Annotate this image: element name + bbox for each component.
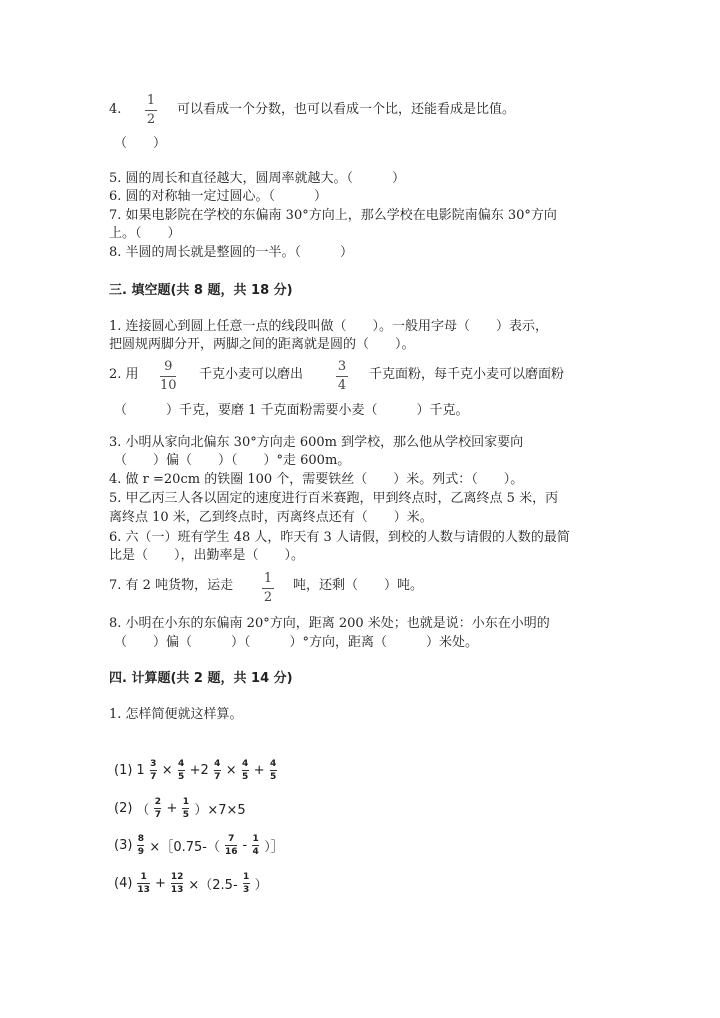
fraction: 4 5 bbox=[242, 758, 249, 782]
judge-q7-line2: 上。（ ） bbox=[109, 226, 181, 241]
fill-q2-prefix: 2. 用 bbox=[109, 367, 139, 382]
judge-q4-text: 可以看成一个分数，也可以看成一个比，还能看成是比值。 bbox=[177, 102, 516, 117]
fraction-numerator: 9 bbox=[164, 359, 173, 374]
fraction: 4 5 bbox=[177, 758, 185, 782]
fill-q5-line1: 5. 甲乙丙三人各以固定的速度进行百米赛跑，甲到终点时，乙离终点 5 米，丙 bbox=[109, 491, 559, 506]
fraction: 2 7 bbox=[154, 796, 162, 820]
problem-label: (3) bbox=[114, 837, 133, 853]
operator: +2 bbox=[189, 762, 209, 778]
operator: × bbox=[225, 762, 237, 778]
operator: + bbox=[253, 762, 265, 778]
fraction: 1 3 bbox=[243, 871, 250, 895]
expression-rest: ）］ bbox=[264, 839, 284, 855]
calc-intro: 1. 怎样简便就这样算。 bbox=[109, 707, 243, 722]
section-heading-fill: 三. 填空题(共 8 题，共 18 分) bbox=[109, 283, 293, 298]
fraction-denominator: 4 bbox=[337, 378, 347, 393]
fraction: 1 5 bbox=[182, 796, 189, 820]
fill-q1-line2: 把圆规两脚分开，两脚之间的距离就是圆的（ ）。 bbox=[109, 337, 415, 352]
fraction-denominator: 2 bbox=[146, 112, 156, 127]
calc-problem-3 bbox=[112, 830, 286, 860]
fill-q6-line1: 6. 六（一）班有学生 48 人，昨天有 3 人请假，到校的人数与请假的人数的最简 bbox=[109, 530, 570, 545]
judge-q4-number: 4. bbox=[109, 102, 122, 117]
fill-q8-line1: 8. 小明在小东的东偏南 20°方向，距离 200 米处；也就是说：小东在小明的 bbox=[109, 616, 550, 631]
judge-q6: 6. 圆的对称轴一定过圆心。（ ） bbox=[109, 189, 328, 204]
fraction: 1 4 bbox=[252, 833, 259, 857]
problem-label: (1) bbox=[114, 762, 133, 778]
operator: × bbox=[161, 762, 173, 778]
whole-number: 1 bbox=[136, 762, 145, 778]
fill-q2-fraction-1 bbox=[160, 360, 177, 393]
calc-problem-1 bbox=[112, 755, 280, 785]
judge-q7-line1: 7. 如果电影院在学校的东偏南 30°方向上，那么学校在电影院南偏东 30°方向 bbox=[109, 208, 557, 223]
fill-q3-line1: 3. 小明从家向北偏东 30°方向走 600m 到学校，那么他从学校回家要向 bbox=[109, 435, 524, 450]
judge-q4-fraction bbox=[145, 94, 157, 127]
fill-q2-line2: （ ）千克，要磨 1 千克面粉需要小麦（ ）千克。 bbox=[114, 403, 469, 418]
fill-q7-suffix: 吨，还剩（ ）吨。 bbox=[293, 578, 424, 593]
fraction-numerator: 1 bbox=[146, 93, 156, 108]
fraction: 3 7 bbox=[150, 758, 157, 782]
fraction: 4 7 bbox=[214, 758, 221, 782]
problem-label: (2) bbox=[114, 800, 133, 816]
fraction-denominator: 2 bbox=[263, 590, 273, 605]
fraction: 12 13 bbox=[170, 871, 184, 895]
fraction: 4 5 bbox=[269, 758, 277, 782]
judge-q4-answer-paren[interactable]: （ ） bbox=[114, 136, 167, 151]
fill-q5-line2: 离终点 10 米，乙到终点时，丙离终点还有（ ）米。 bbox=[109, 510, 433, 525]
calc-problem-4 bbox=[112, 868, 270, 898]
judge-q8: 8. 半圆的周长就是整圆的一半。（ ） bbox=[109, 245, 354, 260]
fraction-denominator: 10 bbox=[160, 378, 177, 393]
operator: ×（2.5- bbox=[188, 877, 238, 893]
section-heading-calc: 四. 计算题(共 2 题，共 14 分) bbox=[109, 671, 293, 686]
fraction-numerator: 1 bbox=[263, 571, 273, 586]
operator: ×［0.75-（ bbox=[149, 839, 220, 855]
fill-q2-fraction-2 bbox=[336, 360, 348, 393]
expression-rest: ） bbox=[254, 877, 268, 893]
calc-problem-2 bbox=[112, 793, 248, 823]
fill-q8-line2: （ ）偏（ ）（ ）°方向，距离（ ）米处。 bbox=[114, 635, 479, 650]
fill-q2-suffix: 千克面粉，每千克小麦可以磨面粉 bbox=[369, 367, 565, 382]
judge-q5: 5. 圆的周长和直径越大，圆周率就越大。（ ） bbox=[109, 171, 406, 186]
fraction: 8 9 bbox=[137, 833, 145, 857]
fill-q4: 4. 做 r =20cm 的铁圈 100 个，需要铁丝（ ）米。列式：（ ）。 bbox=[109, 472, 524, 487]
expression-rest: ）×7×5 bbox=[194, 802, 246, 818]
fill-q3-line2: （ ）偏（ ）（ ）°走 600m。 bbox=[114, 453, 351, 468]
operator: - bbox=[242, 837, 248, 853]
fraction-numerator: 3 bbox=[337, 359, 347, 374]
fill-q7-prefix: 7. 有 2 吨货物，运走 bbox=[109, 578, 234, 593]
fill-q6-line2: 比是（ ），出勤率是（ ）。 bbox=[109, 548, 305, 563]
fraction: 1 13 bbox=[137, 871, 150, 895]
fill-q2-middle: 千克小麦可以磨出 bbox=[199, 367, 304, 382]
fraction: 7 16 bbox=[224, 833, 238, 857]
operator: + bbox=[166, 800, 178, 816]
fill-q1-line1: 1. 连接圆心到圆上任意一点的线段叫做（ ）。一般用字母（ ）表示， bbox=[109, 319, 549, 334]
operator: + bbox=[154, 875, 166, 891]
fill-q7-fraction bbox=[262, 572, 274, 605]
problem-label: (4) bbox=[114, 875, 133, 891]
paren: （ bbox=[136, 802, 150, 818]
